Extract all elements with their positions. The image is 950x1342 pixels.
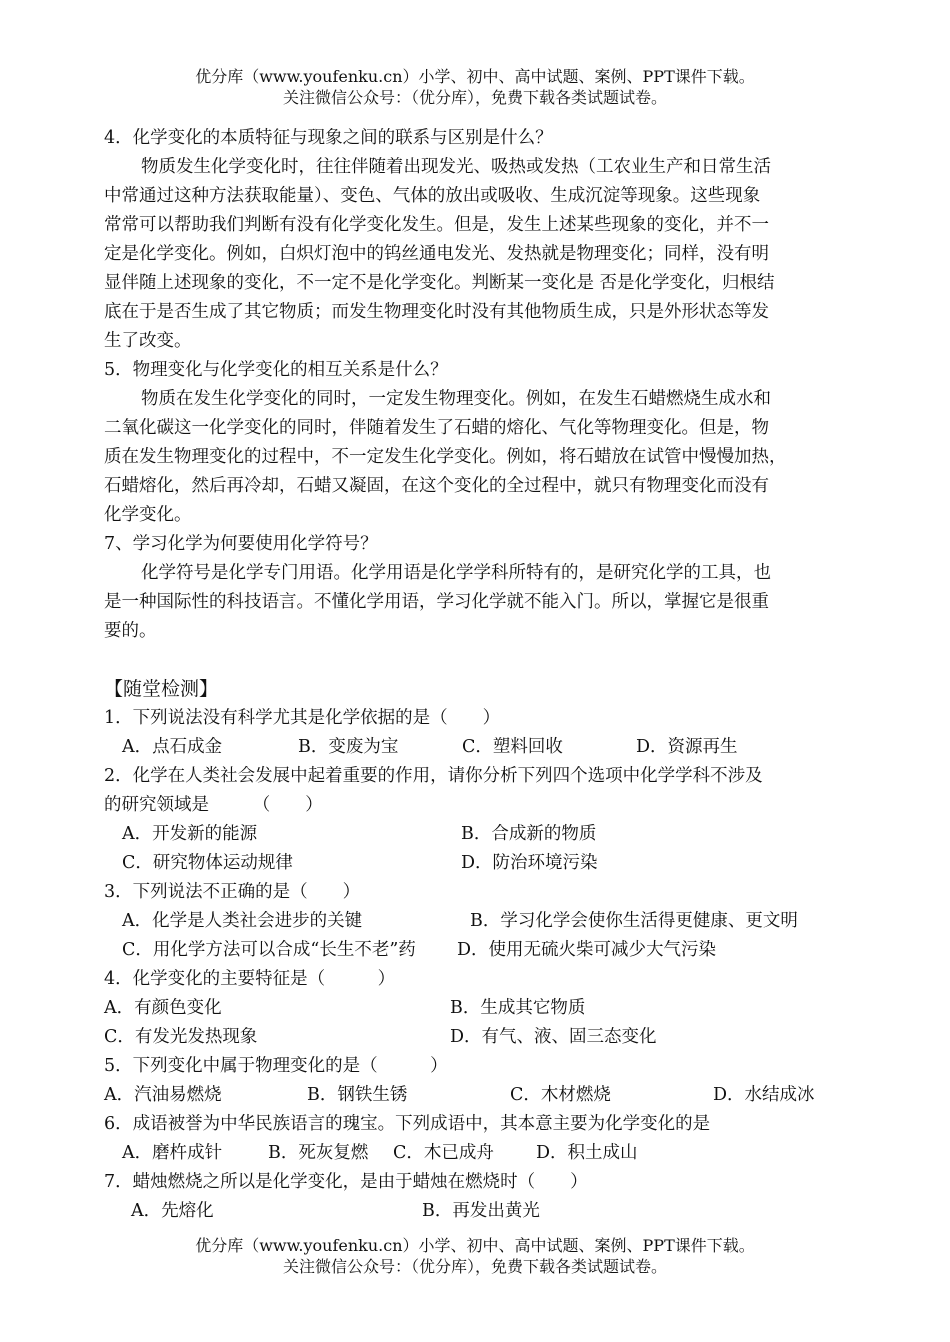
page-header <box>0 66 950 108</box>
option-b: B．生成其它物质 <box>450 998 586 1018</box>
quiz-question-stem: 7．蜡烛燃烧之所以是化学变化，是由于蜡烛在燃烧时（ ） <box>104 1172 588 1192</box>
qa-answer-line: 生了改变。 <box>104 331 192 351</box>
qa-answer-line: 化学变化。 <box>104 505 192 525</box>
option-d: D．水结成冰 <box>713 1085 815 1105</box>
option-c: C．塑料回收 <box>462 737 563 757</box>
option-b: B．再发出黄光 <box>422 1201 540 1221</box>
spacer <box>104 646 864 675</box>
qa-answer-line: 要的。 <box>104 621 157 641</box>
option-c: C．有发光发热现象 <box>104 1027 258 1047</box>
qa-answer-line: 质在发生物理变化的过程中，不一定发生化学变化。例如，将石蜡放在试管中慢慢加热， <box>104 447 787 467</box>
qa-answer-line: 定是化学变化。例如，白炽灯泡中的钨丝通电发光、发热就是物理变化；同样，没有明 <box>104 244 769 264</box>
page-footer <box>0 1235 950 1277</box>
qa-answer-line: 是一种国际性的科技语言。不懂化学用语，学习化学就不能入门。所以，掌握它是很重 <box>104 592 769 612</box>
quiz-options <box>104 936 864 965</box>
option-a: A．磨杵成针 <box>122 1143 223 1163</box>
quiz-question-stem: 3．下列说法不正确的是（ ） <box>104 882 361 902</box>
section-title: 【随堂检测】 <box>104 678 219 700</box>
option-b: B．变废为宝 <box>298 737 399 757</box>
quiz-question-stem: 2．化学在人类社会发展中起着重要的作用，请你分析下列四个选项中化学学科不涉及 <box>104 766 763 786</box>
quiz-options <box>104 733 864 762</box>
qa-question: 7、学习化学为何要使用化学符号？ <box>104 534 378 554</box>
option-b: B．学习化学会使你生活得更健康、更文明 <box>470 911 798 931</box>
option-b: B．死灰复燃 <box>268 1143 369 1163</box>
qa-answer-line: 化学符号是化学专门用语。化学用语是化学学科所特有的，是研究化学的工具，也 <box>141 563 771 583</box>
option-b: B．钢铁生锈 <box>307 1085 408 1105</box>
quiz-question-stem: 5．下列变化中属于物理变化的是（ ） <box>104 1056 448 1076</box>
qa-answer-line: 常常可以帮助我们判断有没有化学变化发生。但是，发生上述某些现象的变化，并不一 <box>104 215 769 235</box>
option-c: C．研究物体运动规律 <box>122 853 293 873</box>
option-d: D．使用无硫火柴可减少大气污染 <box>457 940 717 960</box>
option-a: A．点石成金 <box>122 737 223 757</box>
qa-answer-line: 物质发生化学变化时，往往伴随着出现发光、吸热或发热（工农业生产和日常生活 <box>141 157 771 177</box>
quiz-options <box>104 994 864 1023</box>
quiz-question-stem: 6．成语被誉为中华民族语言的瑰宝。下列成语中，其本意主要为化学变化的是 <box>104 1114 711 1134</box>
header-line-1: 优分库（www.youfenku.cn）小学、初中、高中试题、案例、PPT课件下载。 <box>195 67 755 86</box>
qa-answer-line: 物质在发生化学变化的同时，一定发生物理变化。例如，在发生石蜡燃烧生成水和 <box>141 389 771 409</box>
qa-answer-line: 显伴随上述现象的变化，不一定不是化学变化。判断某一变化是 否是化学变化，归根结 <box>104 273 775 293</box>
qa-answer-line: 中常通过这种方法获取能量）、变色、气体的放出或吸收、生成沉淀等现象。这些现象 <box>104 186 761 206</box>
qa-question: 4．化学变化的本质特征与现象之间的联系与区别是什么？ <box>104 128 553 148</box>
option-d: D．有气、液、固三态变化 <box>450 1027 657 1047</box>
qa-answer-line: 二氧化碳这一化学变化的同时，伴随着发生了石蜡的熔化、气化等物理变化。但是，物 <box>104 418 769 438</box>
option-a: A．有颜色变化 <box>104 998 222 1018</box>
quiz-question-stem: 4．化学变化的主要特征是（ ） <box>104 969 396 989</box>
footer-line-2: 关注微信公众号：（优分库），免费下载各类试题试卷。 <box>282 1257 667 1276</box>
quiz-options <box>104 1139 864 1168</box>
option-d: D．防治环境污染 <box>461 853 598 873</box>
option-c: C．木已成舟 <box>393 1143 494 1163</box>
quiz-question-stem: 1．下列说法没有科学尤其是化学依据的是（ ） <box>104 708 501 728</box>
qa-answer-line: 石蜡熔化，然后再冷却，石蜡又凝固，在这个变化的全过程中，就只有物理变化而没有 <box>104 476 769 496</box>
footer-line-1: 优分库（www.youfenku.cn）小学、初中、高中试题、案例、PPT课件下载。 <box>195 1236 755 1255</box>
option-a: A．汽油易燃烧 <box>104 1085 222 1105</box>
document-body <box>104 124 864 1226</box>
quiz-options <box>104 849 864 878</box>
option-c: C．用化学方法可以合成“长生不老”药 <box>122 940 416 960</box>
quiz-options <box>104 1081 864 1110</box>
option-d: D．积土成山 <box>536 1143 638 1163</box>
quiz-question-stem: 的研究领域是 （ ） <box>104 795 323 815</box>
option-a: A．开发新的能源 <box>122 824 258 844</box>
quiz-options <box>104 1197 864 1226</box>
quiz-options <box>104 907 864 936</box>
option-c: C．木材燃烧 <box>510 1085 611 1105</box>
quiz-options <box>104 820 864 849</box>
option-d: D．资源再生 <box>636 737 738 757</box>
option-a: A．化学是人类社会进步的关键 <box>122 911 363 931</box>
option-b: B．合成新的物质 <box>461 824 597 844</box>
quiz-options <box>104 1023 864 1052</box>
qa-answer-line: 底在于是否生成了其它物质；而发生物理变化时没有其他物质生成，只是外形状态等发 <box>104 302 769 322</box>
option-a: A．先熔化 <box>131 1201 214 1221</box>
qa-question: 5．物理变化与化学变化的相互关系是什么？ <box>104 360 448 380</box>
header-line-2: 关注微信公众号：（优分库），免费下载各类试题试卷。 <box>282 88 667 107</box>
